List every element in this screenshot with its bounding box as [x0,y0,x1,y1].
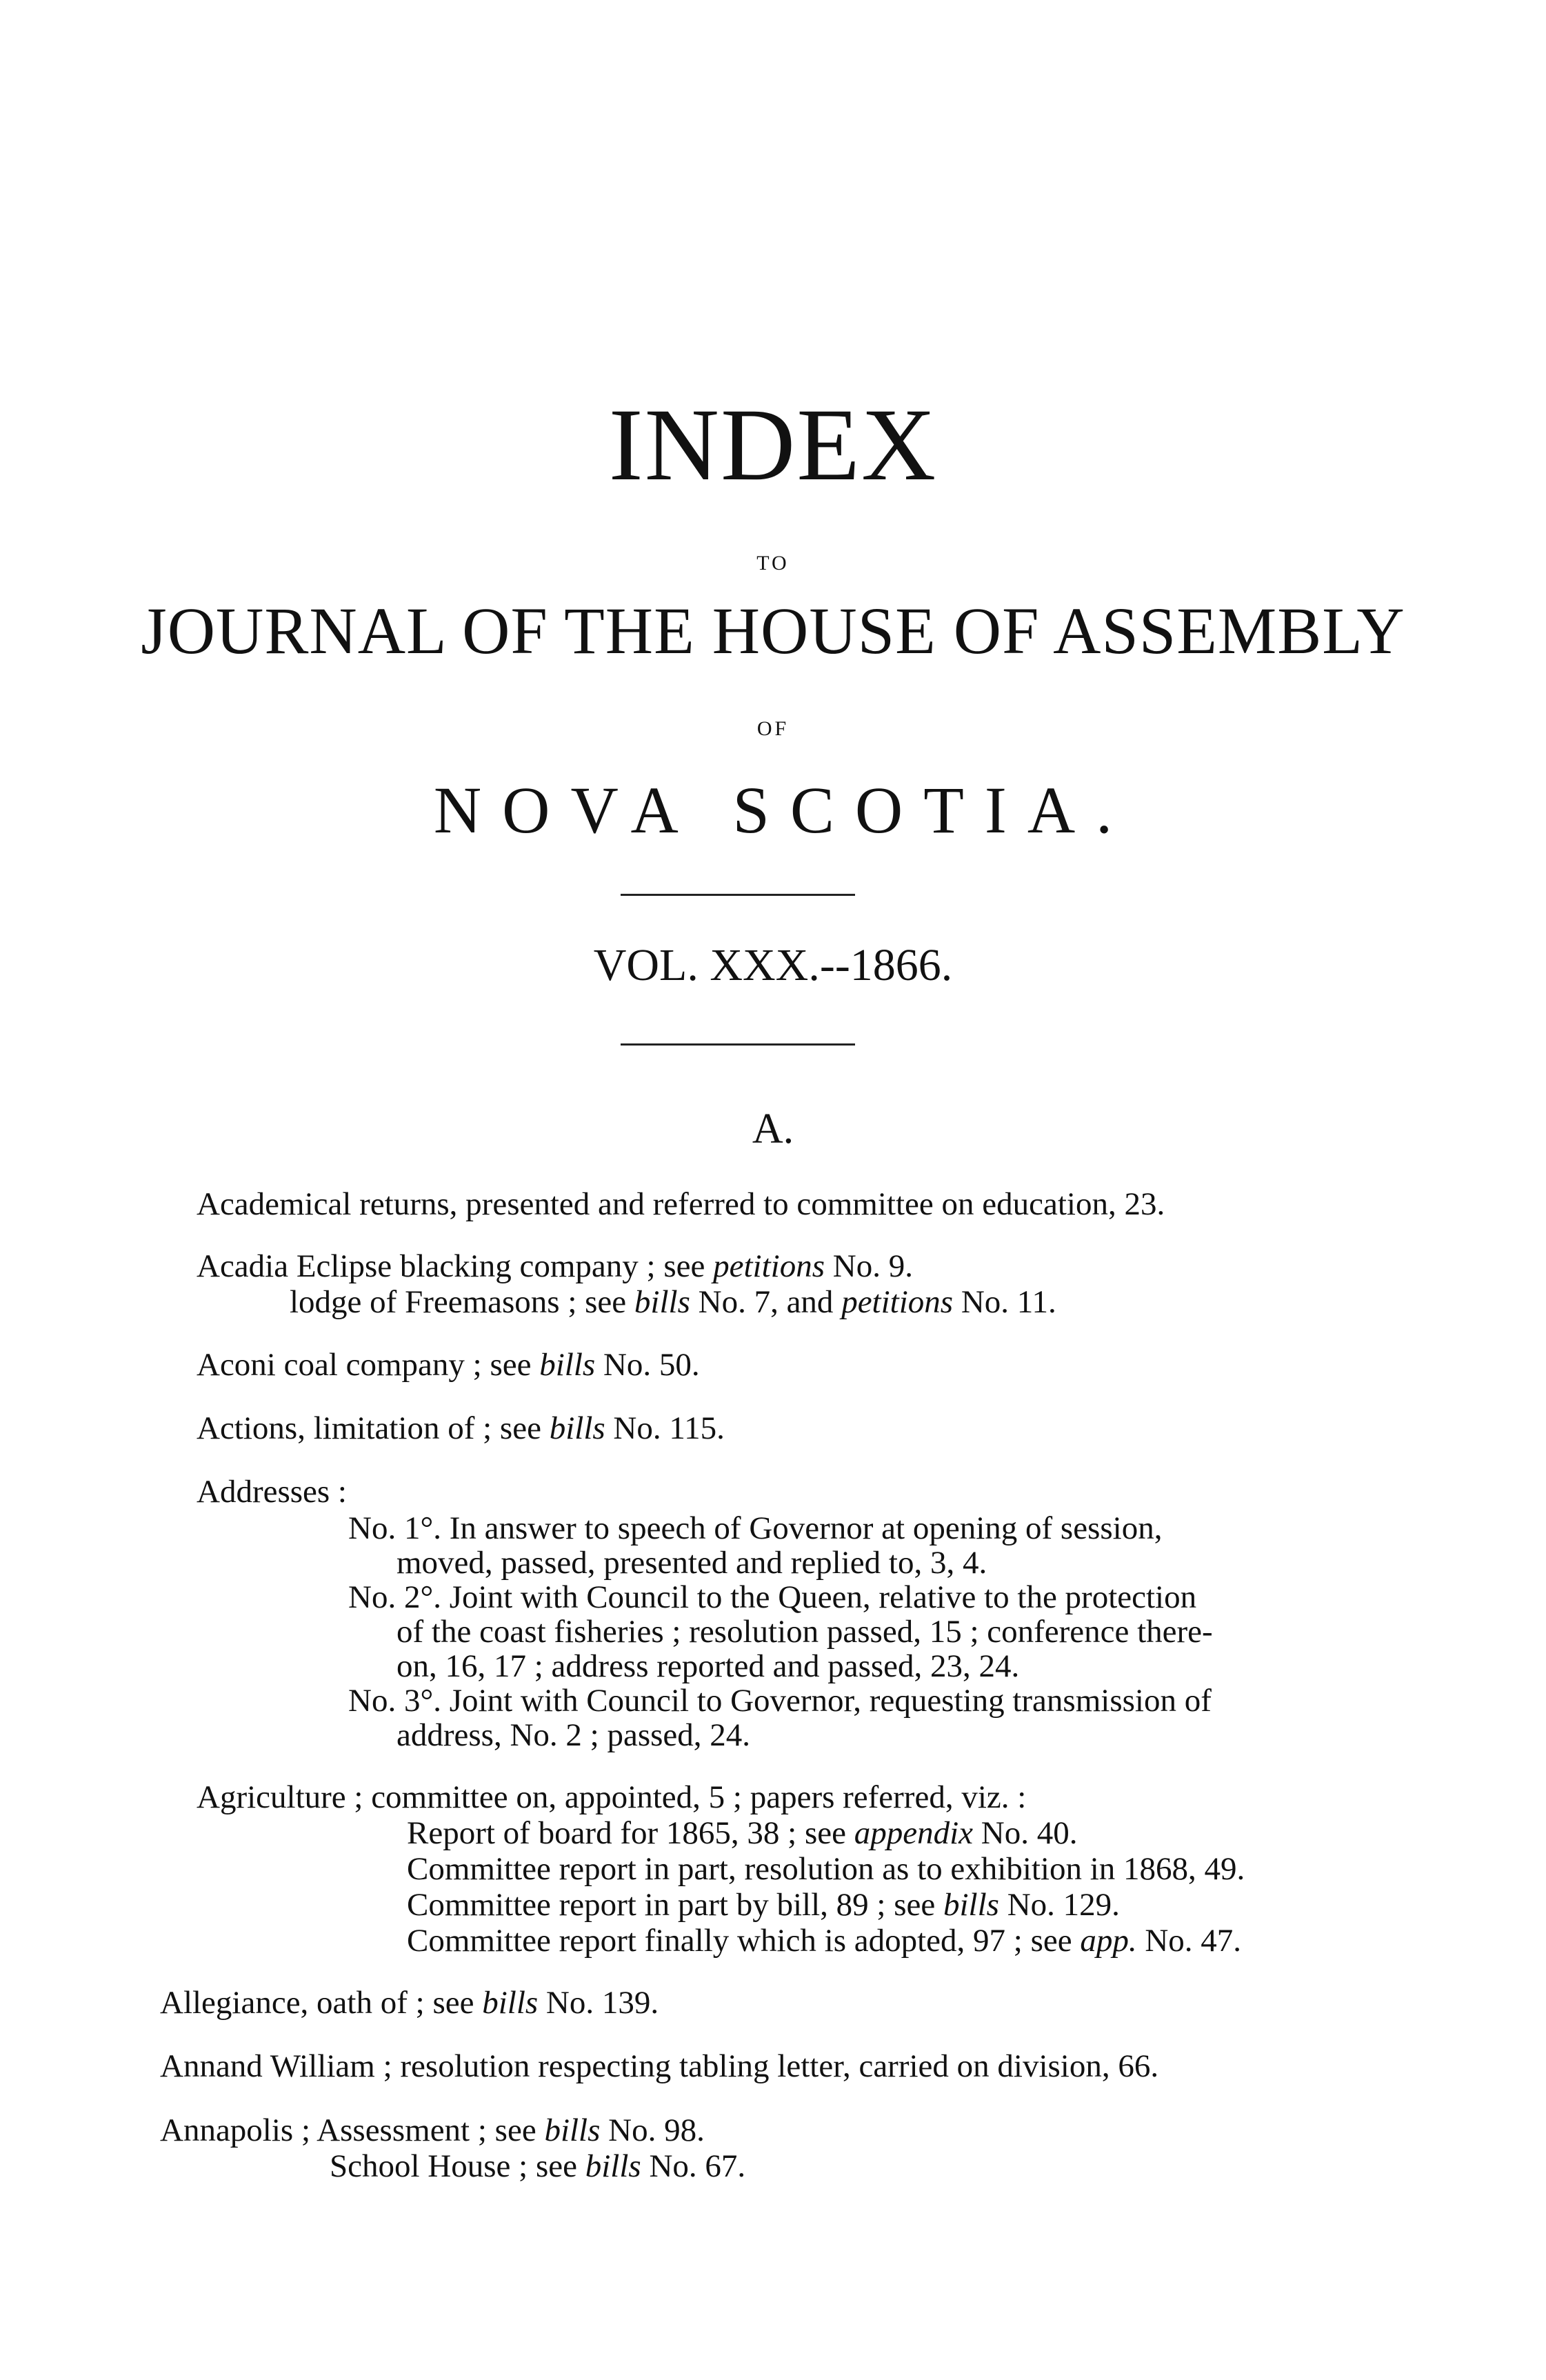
index-ref-italic: bills [634,1284,690,1320]
index-text: No. 11. [953,1284,1056,1320]
index-text: Agriculture ; committee on, appointed, 5 ; papers referred, viz. : [197,1779,1027,1815]
index-text: Addresses : [197,1474,347,1510]
index-line [160,2048,1158,2084]
index-text: No. 129. [998,1887,1120,1923]
index-ref-italic: bills [539,1347,596,1383]
index-line [197,1248,913,1284]
index-text: Annand William ; resolution respecting tabling letter, carried on division, 66. [160,2048,1159,2084]
index-line [197,1186,1165,1222]
index-text: Aconi coal company ; see [197,1347,540,1383]
rule-divider [621,894,855,896]
index-line [348,1683,1212,1719]
index-text: of the coast fisheries ; resolution passed, 15 ; conference there- [396,1614,1213,1650]
volume-label: VOL. XXX.--1866. [593,940,953,990]
index-line [160,2112,705,2148]
index-text: Annapolis ; Assessment ; see [160,2112,545,2148]
index-text: lodge of Freemasons ; see [290,1284,634,1320]
index-text: Committee report finally which is adopted, 97 ; see [407,1923,1081,1959]
index-text: Allegiance, oath of ; see [160,1985,483,2021]
index-ref-italic: bills [482,1985,539,2021]
index-ref-italic: petitions [713,1248,825,1284]
index-text: No. 67. [641,2148,746,2184]
index-ref-italic: appendix [854,1815,973,1851]
index-text: Committee report in part, resolution as to exhibition in 1868, 49. [407,1851,1245,1887]
index-line [396,1717,750,1753]
index-line [160,1985,659,2021]
index-text: moved, passed, presented and replied to, 3, 4. [396,1545,987,1581]
index-text: School House ; see [330,2148,585,2184]
index-text: Academical returns, presented and referred to committee on education, 23. [197,1186,1165,1222]
index-line [407,1923,1241,1959]
index-text: No. 1°. In answer to speech of Governor at opening of session, [348,1510,1163,1546]
index-line [330,2148,745,2184]
index-ref-italic: bills [585,2148,641,2184]
index-line [197,1474,347,1510]
index-text: No. 115. [605,1410,725,1446]
index-line [348,1510,1162,1546]
index-line [348,1579,1196,1615]
index-line [407,1887,1120,1923]
index-text: No. 98. [600,2112,705,2148]
index-line [197,1410,725,1446]
index-title: INDEX [608,388,938,502]
journal-title: JOURNAL OF THE HOUSE OF ASSEMBLY [141,594,1405,668]
index-text: Report of board for 1865, 38 ; see [407,1815,854,1851]
index-ref-italic: bills [544,2112,601,2148]
index-text: Actions, limitation of ; see [197,1410,550,1446]
index-ref-italic: app. [1080,1923,1137,1959]
index-line [290,1284,1056,1320]
index-text: No. 7, and [690,1284,842,1320]
rule-divider [621,1043,855,1046]
index-ref-italic: bills [943,1887,999,1923]
index-text: No. 139. [538,1985,659,2021]
province-title: NOVA SCOTIA. [433,773,1134,847]
index-line [197,1779,1026,1815]
index-text: on, 16, 17 ; address reported and passed, 23, 24. [396,1648,1020,1684]
index-text: No. 40. [973,1815,1078,1851]
index-line [197,1347,700,1383]
index-text: No. 50. [595,1347,700,1383]
index-line [396,1648,1019,1684]
index-ref-italic: bills [549,1410,605,1446]
index-text: No. 9. [825,1248,913,1284]
index-ref-italic: petitions [841,1284,954,1320]
index-text: No. 3°. Joint with Council to Governor, requesting transmission of [348,1683,1212,1719]
title-to: TO [756,552,790,574]
index-text: No. 2°. Joint with Council to the Queen, relative to the protection [348,1579,1197,1615]
index-line [396,1545,987,1581]
index-text: No. 47. [1136,1923,1242,1959]
index-text: Committee report in part by bill, 89 ; see [407,1887,943,1923]
index-text: Acadia Eclipse blacking company ; see [197,1248,714,1284]
index-line [407,1815,1077,1851]
section-letter: A. [752,1106,794,1152]
index-line [396,1614,1213,1650]
index-text: address, No. 2 ; passed, 24. [396,1717,751,1753]
title-of: OF [756,717,790,740]
index-line [407,1851,1245,1887]
